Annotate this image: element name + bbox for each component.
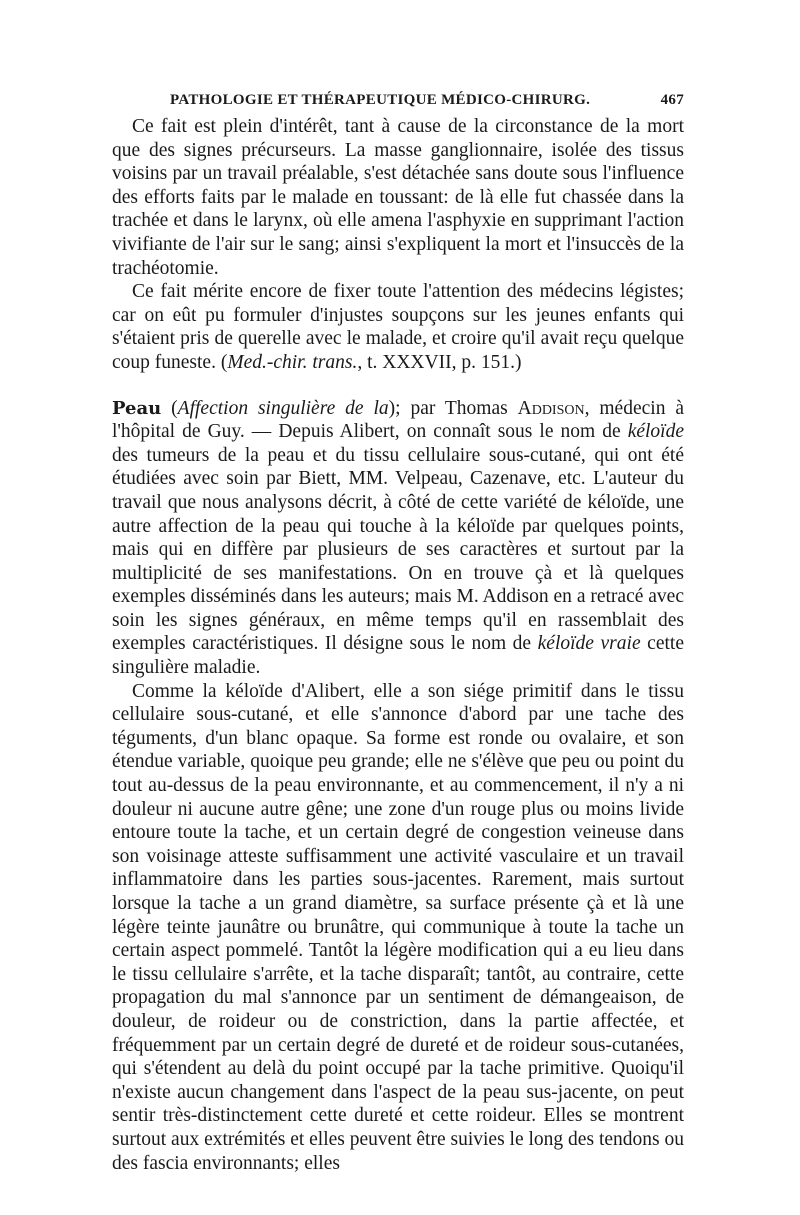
paragraph-3-text-a: , médecin à l'hôpital de Guy. — Depuis Alibert, on connaît sous le nom de xyxy=(112,397,684,443)
running-title: PATHOLOGIE ET THÉRAPEUTIQUE MÉDICO-CHIRURG. xyxy=(170,92,591,108)
page xyxy=(112,92,684,1175)
paragraph-2-text: Ce fait mérite encore de fixer toute l'attention des médecins légistes; car on eût pu formuler d'injustes soupçons sur les jeunes enfants qui s'étaient pris de querelle avec le malade, et croire qu'il avait reçu quelque coup funeste. ( xyxy=(112,281,684,373)
paragraph-3: Peau (Affection singulière de la); par Thomas Addison, médecin à l'hôpital de Guy. — Depuis Alibert, on connaît sous le nom de kéloïde des tumeurs de la peau et du tissu cellulaire sous-cutané, qui ont été étudiées avec soin par Biett, MM. Velpeau, Cazenave, etc. L'auteur du travail que nous analysons décrit, à côté de cette variété de kéloïde, une autre affection de la peau qui touche à la kéloïde par quelques points, mais qui en diffère par plusieurs de ses caractères et surtout par la multiplicité de ses manifestations. On en trouve çà et là quelques exemples disséminés dans les auteurs; mais M. Addison en a retracé avec soin les signes généraux, en même temps qu'il en rassemblait des exemples caractéristiques. Il désigne sous le nom de kéloïde vraie cette singulière maladie. xyxy=(112,397,684,679)
paragraph-2-end: , t. XXXVII, p. 151.) xyxy=(357,351,522,373)
entry-subject: Affection singulière de la xyxy=(177,397,389,419)
section-gap xyxy=(112,375,684,397)
page-number: 467 xyxy=(660,92,684,108)
term-keloide-vraie: kéloïde vraie xyxy=(537,633,641,655)
term-keloide: kéloïde xyxy=(627,421,684,443)
paragraph-2 xyxy=(112,280,684,374)
citation: Med.-chir. trans. xyxy=(227,351,358,373)
paragraph-1: Ce fait est plein d'intérêt, tant à cause de la circonstance de la mort que des signes précurseurs. La masse ganglionnaire, isolée des tissus voisins par un travail préalable, s'est détachée sans doute sous l'influence des efforts faits par le malade en toussant: de là elle fut chassée dans la trachée et dans le larynx, où elle amena l'asphyxie en supprimant l'action vivifiante de l'air sur le sang; ainsi s'expliquent la mort et l'insuccès de la trachéotomie. xyxy=(112,116,684,279)
paragraph-4: Comme la kéloïde d'Alibert, elle a son siége primitif dans le tissu cellulaire sous-cutané, et elle s'annonce d'abord par une tache des téguments, d'un blanc opaque. Sa forme est ronde ou ovalaire, et son étendue variable, quoique peu grande; elle ne s'élève que peu ou point du tout au-dessus de la peau environnante, et au commencement, il n'y a ni douleur ni aucune autre gêne; une zone d'un rouge plus ou moins livide entoure toute la tache, et un certain degré de congestion veineuse dans son voisinage atteste suffisamment une activité vasculaire et un travail inflammatoire dans les parties sous-jacentes. Rarement, mais surtout lorsque la tache a un grand diamètre, sa surface présente çà et là une légère teinte jaunâtre ou brunâtre, qui communique à toute la tache un certain aspect pommelé. Tantôt la légère modification qui a eu lieu dans le tissu cellulaire s'arrête, et la tache disparaît; tantôt, au contraire, cette propagation du mal s'annonce par un sentiment de démangeaison, de douleur, de roideur ou de constriction, dans la partie affectée, et fréquemment par un certain degré de dureté et de roideur sous-cutanées, qui s'étendent au delà du point occupé par la tache primitive. Quoiqu'il n'existe aucun changement dans l'aspect de la peau sus-jacente, on peut sentir très-distinctement cette dureté et cette roideur. Elles se montrent surtout aux extrémités et elles peuvent être suivies le long des tendons ou des fascia environnants; elles xyxy=(112,680,684,1174)
author-name: Addison xyxy=(517,397,585,419)
author-prefix: ; par Thomas xyxy=(395,397,518,419)
running-head xyxy=(112,92,684,109)
entry-heading: Peau xyxy=(112,397,162,419)
paragraph-3-text-c: cette singulière maladie. xyxy=(112,633,684,679)
paragraph-3-text-b: des tumeurs de la peau et du tissu cellulaire sous-cutané, qui ont été étudiées avec soin par Biett, MM. Velpeau, Cazenave, etc. L'auteur du travail que nous analysons décrit, à côté de cette variété de kéloïde, une autre affection de la peau qui touche à la kéloïde par quelques points, mais qui en diffère par plusieurs de ses caractères et surtout par la multiplicité de ses manifestations. On en trouve çà et là quelques exemples disséminés dans les auteurs; mais M. Addison en a retracé avec soin les signes généraux, en même temps qu'il en rassemblait des exemples caractéristiques. Il désigne sous le nom de xyxy=(112,444,684,655)
